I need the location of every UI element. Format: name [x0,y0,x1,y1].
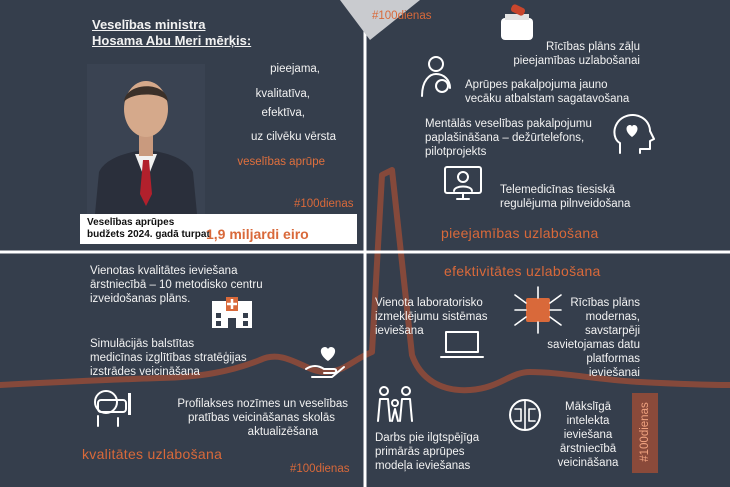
hospital-icon [210,295,254,329]
efficiency-item-1-line2: izmeklējumu sistēmas [375,311,488,323]
efficiency-item-2-line2: modernas, [585,311,640,323]
pill-bottle-icon [497,6,537,42]
access-item-3-line1: Mentālās veselības pakalpojumu [425,118,592,130]
access-item-2-line2: vecāku atbalstam sagatavošana [465,93,630,105]
vr-separator [128,393,131,415]
hashtag-vertical: #100dienas [639,402,651,462]
header-title-line1: Veselības ministra [92,17,206,32]
efficiency-item-4-line5: veicināšana [557,457,619,469]
quality-item-1-line2: ārstniecībā – 10 metodisko centru [90,279,263,291]
section-efficiency: efektivitātes uzlabošana [444,263,601,279]
budget-label-line1: Veselības aprūpes [87,217,175,228]
quality-item-1-line1: Vienotas kvalitātes ieviešana [90,265,238,277]
laptop-icon [440,330,484,360]
quality-item-3-line1: Profilakses nozīmes un veselības [177,398,348,410]
section-access: pieejamības uzlabošana [441,225,599,241]
quality-item-2-line2: medicīnas izglītības stratēģijas [90,352,247,364]
goal-1: pieejama, [270,63,320,75]
access-item-4-line1: Telemedicīnas tiesiskā [500,184,616,196]
hashtag-bottom-left: #100dienas [290,463,350,475]
section-quality: kvalitātes uzlabošana [82,446,223,462]
minister-portrait [87,64,205,214]
mother-child-icon [418,56,458,100]
efficiency-item-3-line3: modeļa ieviešanas [375,460,471,472]
efficiency-item-3-line2: primārās aprūpes [375,446,465,458]
goal-4: uz cilvēku vērsta [250,131,336,143]
efficiency-item-4-line1: Mākslīgā [564,401,612,413]
header-title-line2: Hosama Abu Meri mērķis: [92,33,252,48]
quality-item-2-line1: Simulācijās balstītas [90,338,195,350]
efficiency-item-2-line1: Rīcības plāns [570,297,640,309]
goal-2: kvalitatīva, [255,88,310,100]
efficiency-item-1-line1: Vienota laboratorisko [375,297,483,309]
efficiency-item-2-line3: savstarpēji [585,325,640,337]
quality-item-3-line2: pratības veicināšanas skolās [187,412,335,424]
efficiency-item-2-line6: ieviešanai [588,367,640,379]
goal-3: efektīva, [261,107,305,119]
access-item-3-line3: pilotprojekts [425,146,487,158]
hashtag-top-left: #100dienas [294,198,354,210]
goal-highlight: veselības aprūpe [237,156,325,168]
efficiency-item-1-line3: ieviešana [375,325,424,337]
efficiency-item-4-line4: ārstniecībā [559,443,617,455]
access-item-1-line2: pieejamības uzlabošanai [513,55,640,67]
hand-heart-icon [304,345,348,381]
ai-brain-icon [507,397,543,433]
access-item-4-line2: regulējuma pilnveidošana [500,198,631,210]
access-item-1-line1: Rīcības plāns zāļu [546,41,640,53]
efficiency-item-2-line4: savietojamas datu [547,339,640,351]
access-item-3-line2: paplašināšana – dežūrtelefons, [425,132,585,144]
efficiency-item-2-line5: platformas [586,353,640,365]
vr-headset-icon [90,388,130,428]
efficiency-item-4-line2: intelekta [566,415,610,427]
budget-label-line2: budžets 2024. gadā turpat [87,229,210,240]
hashtag-top-center: #100dienas [372,10,432,22]
chip-icon [513,285,563,335]
budget-value: 1,9 miljardi eiro [206,226,309,242]
efficiency-item-3-line1: Darbs pie ilgtspējīga [375,432,480,444]
quality-item-3-line3: aktualizēšana [247,426,318,438]
telemedicine-icon [443,165,483,205]
access-item-2-line1: Aprūpes pakalpojuma jauno [465,79,608,91]
family-icon [374,385,416,425]
quality-item-2-line3: izstrādes veicināšana [90,366,200,378]
quality-item-1-line3: izveidošanas plāns. [90,293,191,305]
head-heart-icon [610,113,654,157]
efficiency-item-4-line3: ieviešana [563,429,613,441]
